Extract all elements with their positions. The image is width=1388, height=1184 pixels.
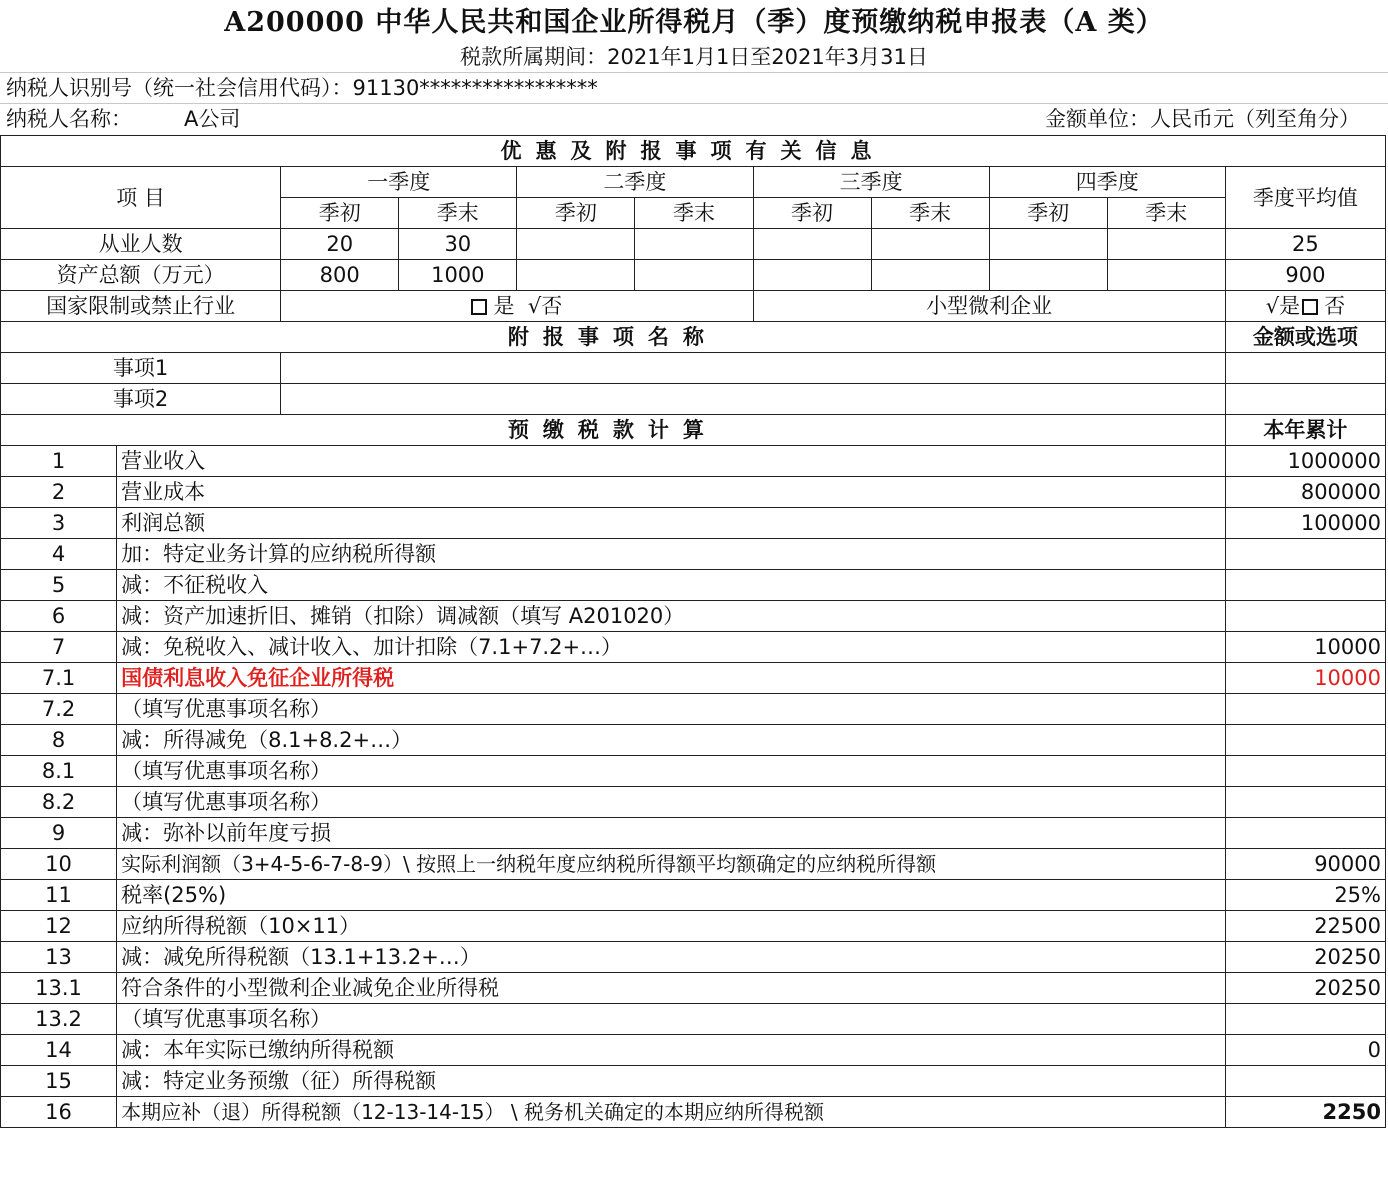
line-value[interactable] [1225, 539, 1385, 570]
line-no: 7.2 [1, 694, 117, 725]
line-no: 3 [1, 508, 117, 539]
attach-item-name: 事项1 [1, 353, 281, 384]
calc-row [1, 570, 1386, 601]
avg-cell[interactable]: 900 [1225, 260, 1385, 291]
line-label: 实际利润额（3+4-5-6-7-8-9）\ 按照上一纳税年度应纳税所得额平均额确定的应纳税所得额 [117, 849, 1226, 880]
option-no: √否 [527, 294, 563, 318]
cell[interactable] [989, 260, 1107, 291]
calc-row-total [1, 1097, 1386, 1128]
line-label: 国债利息收入免征企业所得税 [117, 663, 1226, 694]
item-header: 项 目 [1, 167, 281, 229]
sub-header: 季末 [399, 198, 517, 229]
cell[interactable]: 800 [281, 260, 399, 291]
line-no: 5 [1, 570, 117, 601]
cell[interactable] [635, 229, 753, 260]
line-label: 减：不征税收入 [117, 570, 1226, 601]
line-no: 13.1 [1, 973, 117, 1004]
avg-cell[interactable]: 25 [1225, 229, 1385, 260]
calc-row [1, 632, 1386, 663]
cell[interactable] [1107, 229, 1225, 260]
line-value[interactable] [1225, 1004, 1385, 1035]
line-label: （填写优惠事项名称） [117, 756, 1226, 787]
taxpayer-id-label: 纳税人识别号（统一社会信用代码）： [6, 76, 353, 100]
small-enterprise-options[interactable] [1225, 291, 1385, 322]
line-no: 15 [1, 1066, 117, 1097]
line-label: 减：免税收入、减计收入、加计扣除（7.1+7.2+…） [117, 632, 1226, 663]
line-value[interactable] [1225, 756, 1385, 787]
row-label: 从业人数 [1, 229, 281, 260]
line-no: 13.2 [1, 1004, 117, 1035]
taxpayer-name-label: 纳税人名称： [6, 107, 132, 131]
line-label: 减：所得减免（8.1+8.2+…） [117, 725, 1226, 756]
line-value[interactable] [1225, 818, 1385, 849]
calc-row [1, 973, 1386, 1004]
line-value[interactable]: 2250 [1225, 1097, 1385, 1128]
line-label: （填写优惠事项名称） [117, 1004, 1226, 1035]
attach-item-detail[interactable] [281, 353, 1226, 384]
line-no: 4 [1, 539, 117, 570]
line-value[interactable] [1225, 787, 1385, 818]
line-no: 9 [1, 818, 117, 849]
line-no: 2 [1, 477, 117, 508]
line-value[interactable] [1225, 694, 1385, 725]
line-value[interactable]: 10000 [1225, 663, 1385, 694]
line-label: 本期应补（退）所得税额（12-13-14-15） \ 税务机关确定的本期应纳所得税额 [117, 1097, 1226, 1128]
section-info-header [1, 136, 1386, 167]
line-value[interactable]: 25% [1225, 880, 1385, 911]
line-label: 加：特定业务计算的应纳税所得额 [117, 539, 1226, 570]
line-value[interactable] [1225, 601, 1385, 632]
line-label: 减：特定业务预缴（征）所得税额 [117, 1066, 1226, 1097]
line-no: 8.2 [1, 787, 117, 818]
calc-row [1, 1066, 1386, 1097]
section-title: 优惠及附报事项有关信息 [1, 136, 1386, 167]
employees-row [1, 229, 1386, 260]
line-value[interactable]: 10000 [1225, 632, 1385, 663]
sub-header: 季末 [635, 198, 753, 229]
line-value[interactable]: 1000000 [1225, 446, 1385, 477]
checkbox-icon[interactable] [471, 299, 487, 315]
line-no: 16 [1, 1097, 117, 1128]
calc-row [1, 880, 1386, 911]
calc-row [1, 1004, 1386, 1035]
quarter-header-row [1, 167, 1386, 198]
line-label: 减：资产加速折旧、摊销（扣除）调减额（填写 A201020） [117, 601, 1226, 632]
line-no: 1 [1, 446, 117, 477]
line-no: 12 [1, 911, 117, 942]
line-label: 减：减免所得税额（13.1+13.2+…） [117, 942, 1226, 973]
cell[interactable] [517, 260, 635, 291]
taxpayer-id-row [6, 72, 598, 104]
calc-row [1, 694, 1386, 725]
row-label: 资产总额（万元） [1, 260, 281, 291]
tax-period: 税款所属期间：2021年1月1日至2021年3月31日 [460, 45, 928, 69]
line-value[interactable]: 90000 [1225, 849, 1385, 880]
quarter-header: 三季度 [753, 167, 989, 198]
cell[interactable] [753, 260, 871, 291]
line-value[interactable]: 0 [1225, 1035, 1385, 1066]
line-label: 应纳所得税额（10×11） [117, 911, 1226, 942]
line-value[interactable] [1225, 1066, 1385, 1097]
options-row [1, 291, 1386, 322]
attach-item-detail[interactable] [281, 384, 1226, 415]
cell[interactable] [753, 229, 871, 260]
calc-row [1, 477, 1386, 508]
line-label: 利润总额 [117, 508, 1226, 539]
line-value[interactable] [1225, 570, 1385, 601]
calc-row [1, 787, 1386, 818]
line-value[interactable] [1225, 725, 1385, 756]
sub-header: 季初 [753, 198, 871, 229]
checkbox-icon[interactable] [1302, 299, 1318, 315]
attach-row [1, 384, 1386, 415]
calc-row [1, 446, 1386, 477]
line-label: （填写优惠事项名称） [117, 787, 1226, 818]
cell[interactable]: 30 [399, 229, 517, 260]
cell[interactable]: 20 [281, 229, 399, 260]
line-no: 13 [1, 942, 117, 973]
cell[interactable] [1107, 260, 1225, 291]
quarter-header: 四季度 [989, 167, 1225, 198]
line-value[interactable]: 20250 [1225, 973, 1385, 1004]
amount-unit: 金额单位：人民币元（列至角分） [1045, 107, 1360, 131]
sub-header: 季末 [871, 198, 989, 229]
sub-header: 季初 [281, 198, 399, 229]
sub-header: 季末 [1107, 198, 1225, 229]
attach-item-value[interactable] [1225, 384, 1385, 415]
line-no: 7.1 [1, 663, 117, 694]
calc-row [1, 756, 1386, 787]
option-yes: √是 [1265, 294, 1301, 318]
option-no: 否 [1324, 294, 1346, 318]
calc-row [1, 539, 1386, 570]
line-no: 8 [1, 725, 117, 756]
line-value[interactable]: 22500 [1225, 911, 1385, 942]
calc-row [1, 818, 1386, 849]
cell[interactable] [989, 229, 1107, 260]
cell[interactable] [871, 229, 989, 260]
quarter-header: 一季度 [281, 167, 517, 198]
calc-row [1, 911, 1386, 942]
calc-row [1, 508, 1386, 539]
cell[interactable] [635, 260, 753, 291]
line-label: 减：弥补以前年度亏损 [117, 818, 1226, 849]
calc-row [1, 601, 1386, 632]
avg-header: 季度平均值 [1225, 167, 1385, 229]
section-attach-header [1, 322, 1386, 353]
section-title: 预缴税款计算 [1, 415, 1226, 446]
section-calc-header [1, 415, 1386, 446]
section-title: 附报事项名称 [1, 322, 1226, 353]
calc-row [1, 1035, 1386, 1066]
taxpayer-name-value: A公司 [184, 107, 241, 131]
calc-row-highlight [1, 663, 1386, 694]
column-header: 金额或选项 [1225, 322, 1385, 353]
form-title: A200000 中华人民共和国企业所得税月（季）度预缴纳税申报表（A 类） [224, 7, 1164, 38]
small-enterprise-label: 小型微利企业 [753, 291, 1225, 322]
line-no: 7 [1, 632, 117, 663]
line-label: （填写优惠事项名称） [117, 694, 1226, 725]
line-label: 减：本年实际已缴纳所得税额 [117, 1035, 1226, 1066]
column-header: 本年累计 [1225, 415, 1385, 446]
line-no: 11 [1, 880, 117, 911]
assets-row [1, 260, 1386, 291]
taxpayer-name-row [6, 103, 240, 135]
line-no: 8.1 [1, 756, 117, 787]
restricted-industry-label: 国家限制或禁止行业 [1, 291, 281, 322]
calc-row [1, 849, 1386, 880]
attach-row [1, 353, 1386, 384]
cell[interactable] [871, 260, 989, 291]
calc-row [1, 942, 1386, 973]
line-label: 营业收入 [117, 446, 1226, 477]
option-yes: 是 [493, 294, 515, 318]
cell[interactable] [517, 229, 635, 260]
restricted-industry-options[interactable] [281, 291, 753, 322]
line-no: 6 [1, 601, 117, 632]
attach-item-name: 事项2 [1, 384, 281, 415]
quarter-header: 二季度 [517, 167, 753, 198]
line-value[interactable]: 800000 [1225, 477, 1385, 508]
line-no: 14 [1, 1035, 117, 1066]
line-label: 税率(25%) [117, 880, 1226, 911]
sub-header: 季初 [517, 198, 635, 229]
line-value[interactable]: 20250 [1225, 942, 1385, 973]
cell[interactable]: 1000 [399, 260, 517, 291]
declaration-table [0, 135, 1386, 1128]
line-no: 10 [1, 849, 117, 880]
line-value[interactable]: 100000 [1225, 508, 1385, 539]
calc-row [1, 725, 1386, 756]
line-label: 营业成本 [117, 477, 1226, 508]
sub-header: 季初 [989, 198, 1107, 229]
attach-item-value[interactable] [1225, 353, 1385, 384]
taxpayer-id-value: 91130***************** [352, 76, 598, 100]
line-label: 符合条件的小型微利企业减免企业所得税 [117, 973, 1226, 1004]
